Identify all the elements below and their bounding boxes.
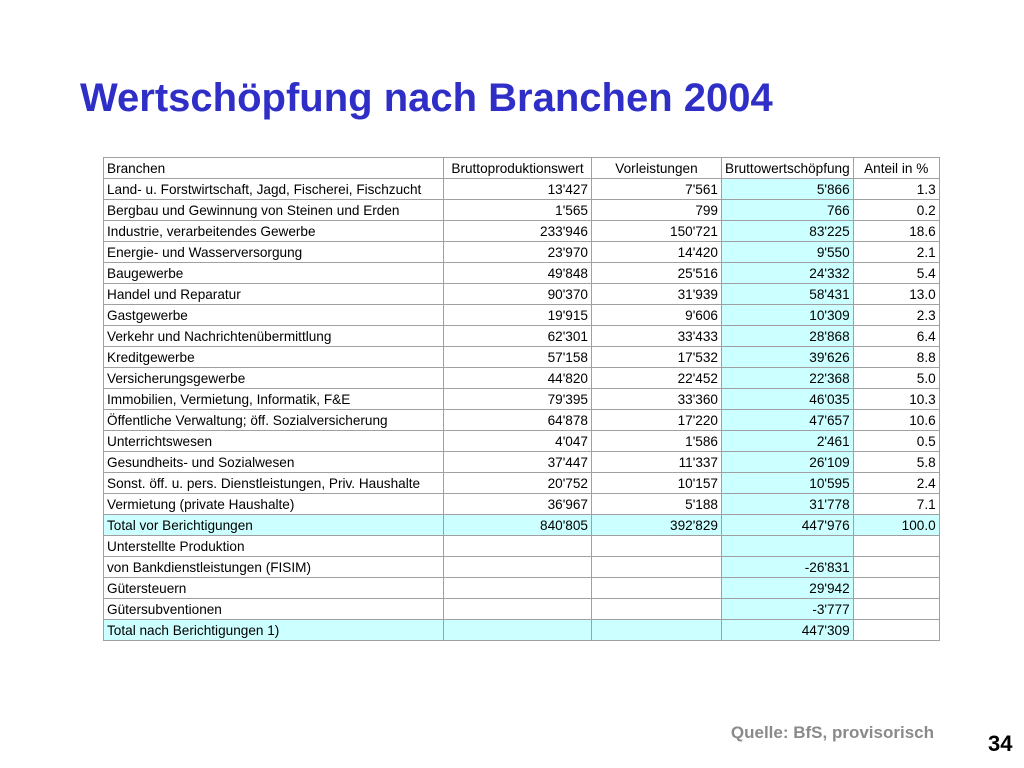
branch-cell: Handel und Reparatur bbox=[104, 284, 444, 305]
intermediate-cell: 5'188 bbox=[592, 494, 722, 515]
gross-output-cell: 90'370 bbox=[444, 284, 592, 305]
branch-cell: Gesundheits- und Sozialwesen bbox=[104, 452, 444, 473]
share-cell: 5.0 bbox=[853, 368, 939, 389]
gross-value-added-cell: 447'976 bbox=[722, 515, 854, 536]
gross-value-added-cell: 5'866 bbox=[722, 179, 854, 200]
column-header: Vorleistungen bbox=[592, 158, 722, 179]
table-row bbox=[104, 473, 940, 494]
adjustment-row bbox=[104, 599, 940, 620]
gross-value-added-cell: 39'626 bbox=[722, 347, 854, 368]
table-row bbox=[104, 431, 940, 452]
gross-value-added-cell: 26'109 bbox=[722, 452, 854, 473]
intermediate-cell: 17'532 bbox=[592, 347, 722, 368]
gross-output-cell: 62'301 bbox=[444, 326, 592, 347]
table-row bbox=[104, 347, 940, 368]
branch-cell: Total vor Berichtigungen bbox=[104, 515, 444, 536]
share-cell: 2.4 bbox=[853, 473, 939, 494]
empty-cell bbox=[853, 578, 939, 599]
gross-output-cell: 840'805 bbox=[444, 515, 592, 536]
table-row bbox=[104, 221, 940, 242]
gross-value-added-cell: -26'831 bbox=[722, 557, 854, 578]
total-after-row bbox=[104, 620, 940, 641]
gross-value-added-cell: 2'461 bbox=[722, 431, 854, 452]
branch-cell: Baugewerbe bbox=[104, 263, 444, 284]
branch-cell: Bergbau und Gewinnung von Steinen und Erden bbox=[104, 200, 444, 221]
gross-value-added-cell: 22'368 bbox=[722, 368, 854, 389]
adjustment-row bbox=[104, 578, 940, 599]
gross-value-added-cell: 58'431 bbox=[722, 284, 854, 305]
branch-cell: Sonst. öff. u. pers. Dienstleistungen, Priv. Haushalte bbox=[104, 473, 444, 494]
adjustment-label: Gütersteuern bbox=[104, 578, 444, 599]
share-cell: 100.0 bbox=[853, 515, 939, 536]
slide-title: Wertschöpfung nach Branchen 2004 bbox=[80, 76, 773, 120]
gross-value-added-cell: 766 bbox=[722, 200, 854, 221]
gross-output-cell: 79'395 bbox=[444, 389, 592, 410]
gross-value-added-cell: 28'868 bbox=[722, 326, 854, 347]
table-row bbox=[104, 200, 940, 221]
share-cell: 8.8 bbox=[853, 347, 939, 368]
gross-value-added-cell: 31'778 bbox=[722, 494, 854, 515]
intermediate-cell: 11'337 bbox=[592, 452, 722, 473]
gross-output-cell: 19'915 bbox=[444, 305, 592, 326]
empty-cell bbox=[853, 599, 939, 620]
empty-cell bbox=[853, 557, 939, 578]
empty-cell bbox=[592, 599, 722, 620]
empty-cell bbox=[444, 599, 592, 620]
page-number: 34 bbox=[988, 731, 1013, 756]
empty-cell bbox=[592, 620, 722, 641]
adjustment-label: Gütersubventionen bbox=[104, 599, 444, 620]
intermediate-cell: 10'157 bbox=[592, 473, 722, 494]
gross-output-cell: 49'848 bbox=[444, 263, 592, 284]
gross-value-added-cell: -3'777 bbox=[722, 599, 854, 620]
intermediate-cell: 33'433 bbox=[592, 326, 722, 347]
intermediate-cell: 799 bbox=[592, 200, 722, 221]
intermediate-cell: 7'561 bbox=[592, 179, 722, 200]
gross-output-cell: 37'447 bbox=[444, 452, 592, 473]
table-row bbox=[104, 242, 940, 263]
intermediate-cell: 31'939 bbox=[592, 284, 722, 305]
gross-value-added-cell: 46'035 bbox=[722, 389, 854, 410]
table-row bbox=[104, 494, 940, 515]
table-row bbox=[104, 452, 940, 473]
empty-cell bbox=[592, 557, 722, 578]
branch-cell: Vermietung (private Haushalte) bbox=[104, 494, 444, 515]
total-before-row bbox=[104, 515, 940, 536]
branch-cell: Energie- und Wasserversorgung bbox=[104, 242, 444, 263]
column-header: Bruttowertschöpfung bbox=[722, 158, 854, 179]
share-cell: 2.1 bbox=[853, 242, 939, 263]
empty-cell bbox=[853, 620, 939, 641]
intermediate-cell: 1'586 bbox=[592, 431, 722, 452]
gross-output-cell: 20'752 bbox=[444, 473, 592, 494]
intermediate-cell: 150'721 bbox=[592, 221, 722, 242]
gross-output-cell: 4'047 bbox=[444, 431, 592, 452]
intermediate-cell: 22'452 bbox=[592, 368, 722, 389]
gross-value-added-cell: 10'309 bbox=[722, 305, 854, 326]
gross-value-added-cell: 47'657 bbox=[722, 410, 854, 431]
intermediate-cell: 392'829 bbox=[592, 515, 722, 536]
share-cell: 13.0 bbox=[853, 284, 939, 305]
table-row bbox=[104, 326, 940, 347]
gross-value-added-cell: 9'550 bbox=[722, 242, 854, 263]
share-cell: 0.2 bbox=[853, 200, 939, 221]
empty-cell bbox=[853, 536, 939, 557]
intermediate-cell: 33'360 bbox=[592, 389, 722, 410]
gross-output-cell: 57'158 bbox=[444, 347, 592, 368]
gross-output-cell: 1'565 bbox=[444, 200, 592, 221]
share-cell: 5.8 bbox=[853, 452, 939, 473]
empty-cell bbox=[592, 578, 722, 599]
share-cell: 1.3 bbox=[853, 179, 939, 200]
share-cell: 10.3 bbox=[853, 389, 939, 410]
branch-cell: Öffentliche Verwaltung; öff. Sozialversicherung bbox=[104, 410, 444, 431]
branch-cell: Total nach Berichtigungen 1) bbox=[104, 620, 444, 641]
gross-value-added-cell: 10'595 bbox=[722, 473, 854, 494]
source-note: Quelle: BfS, provisorisch bbox=[730, 723, 934, 742]
branch-cell: Unterrichtswesen bbox=[104, 431, 444, 452]
column-header: Anteil in % bbox=[853, 158, 939, 179]
table-row bbox=[104, 179, 940, 200]
branch-cell: Industrie, verarbeitendes Gewerbe bbox=[104, 221, 444, 242]
column-header: Bruttoproduktionswert bbox=[444, 158, 592, 179]
share-cell: 6.4 bbox=[853, 326, 939, 347]
share-cell: 7.1 bbox=[853, 494, 939, 515]
gross-output-cell: 13'427 bbox=[444, 179, 592, 200]
table-row bbox=[104, 389, 940, 410]
branch-cell: Verkehr und Nachrichtenübermittlung bbox=[104, 326, 444, 347]
gross-value-added-cell: 24'332 bbox=[722, 263, 854, 284]
table-row bbox=[104, 410, 940, 431]
table-row bbox=[104, 368, 940, 389]
branch-cell: Immobilien, Vermietung, Informatik, F&E bbox=[104, 389, 444, 410]
gross-value-added-cell: 83'225 bbox=[722, 221, 854, 242]
adjustment-row bbox=[104, 536, 940, 557]
gross-value-added-cell: 29'942 bbox=[722, 578, 854, 599]
empty-cell bbox=[444, 620, 592, 641]
gross-value-added-cell: 447'309 bbox=[722, 620, 854, 641]
gross-output-cell: 233'946 bbox=[444, 221, 592, 242]
intermediate-cell: 9'606 bbox=[592, 305, 722, 326]
intermediate-cell: 25'516 bbox=[592, 263, 722, 284]
table-row bbox=[104, 284, 940, 305]
empty-cell bbox=[592, 536, 722, 557]
branch-cell: Versicherungsgewerbe bbox=[104, 368, 444, 389]
adjustment-label: Unterstellte Produktion bbox=[104, 536, 444, 557]
table-row bbox=[104, 263, 940, 284]
intermediate-cell: 14'420 bbox=[592, 242, 722, 263]
share-cell: 0.5 bbox=[853, 431, 939, 452]
value-added-table bbox=[103, 157, 940, 641]
share-cell: 5.4 bbox=[853, 263, 939, 284]
branch-cell: Land- u. Forstwirtschaft, Jagd, Fischerei, Fischzucht bbox=[104, 179, 444, 200]
gross-output-cell: 44'820 bbox=[444, 368, 592, 389]
branch-cell: Gastgewerbe bbox=[104, 305, 444, 326]
branch-cell: Kreditgewerbe bbox=[104, 347, 444, 368]
gross-output-cell: 23'970 bbox=[444, 242, 592, 263]
gross-value-added-cell bbox=[722, 536, 854, 557]
share-cell: 10.6 bbox=[853, 410, 939, 431]
empty-cell bbox=[444, 578, 592, 599]
adjustment-label: von Bankdienstleistungen (FISIM) bbox=[104, 557, 444, 578]
column-header: Branchen bbox=[104, 158, 444, 179]
gross-output-cell: 36'967 bbox=[444, 494, 592, 515]
empty-cell bbox=[444, 557, 592, 578]
empty-cell bbox=[444, 536, 592, 557]
share-cell: 18.6 bbox=[853, 221, 939, 242]
gross-output-cell: 64'878 bbox=[444, 410, 592, 431]
table-header-row bbox=[104, 158, 940, 179]
table-row bbox=[104, 305, 940, 326]
adjustment-row bbox=[104, 557, 940, 578]
intermediate-cell: 17'220 bbox=[592, 410, 722, 431]
share-cell: 2.3 bbox=[853, 305, 939, 326]
